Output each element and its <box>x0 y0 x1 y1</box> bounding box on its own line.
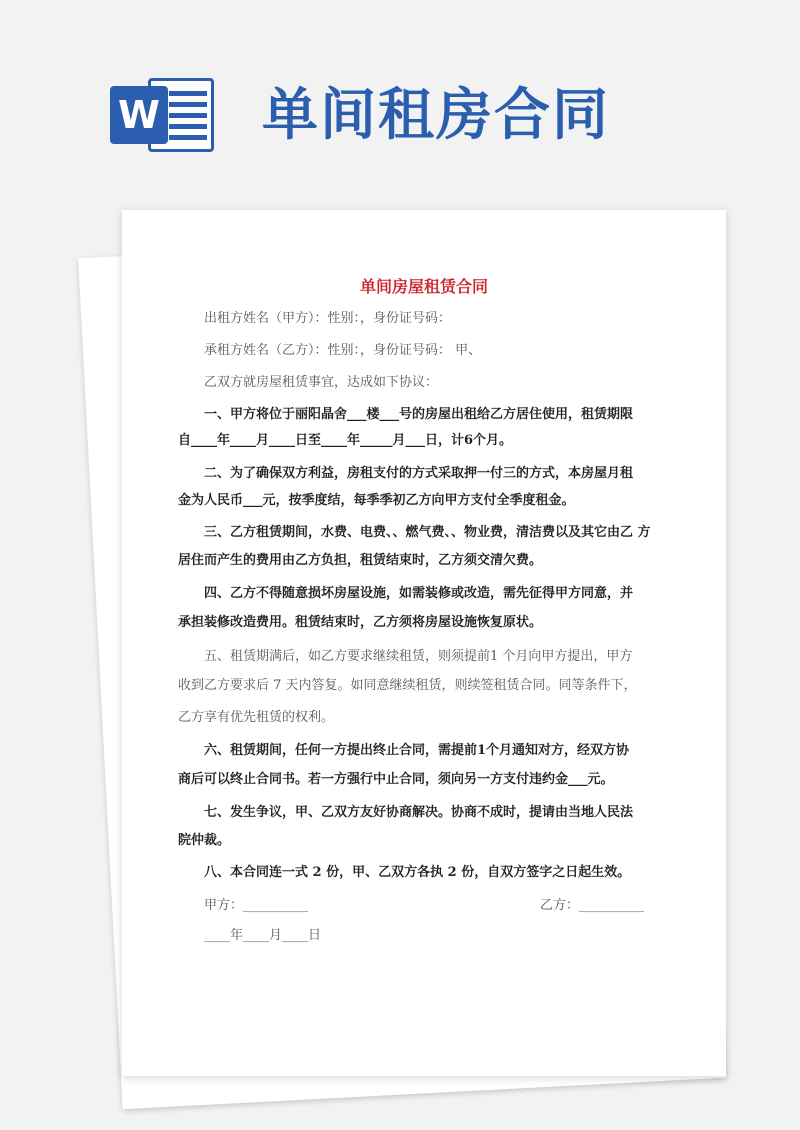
contract-line: 乙方享有优先租赁的权利。 <box>178 710 335 725</box>
contract-line: 八、本合同连一式 2 份，甲、乙双方各执 2 份，自双方签字之日起生效。 <box>204 865 631 880</box>
contract-line: 自____年____月____日至____年_____月___日，计6个月。 <box>178 433 513 448</box>
document-title: 单间房屋租赁合同 <box>359 277 488 296</box>
contract-line: 收到乙方要求后 7 天内答复。如同意继续租赁，则续签租赁合同。同等条件下， <box>178 678 637 693</box>
word-document-icon <box>110 78 214 152</box>
contract-line: 五、租赁期满后，如乙方要求继续租赁，则须提前1 个月向甲方提出，甲方 <box>204 649 633 664</box>
contract-line: 金为人民币___元，按季度结，每季季初乙方向甲方支付全季度租金。 <box>178 493 575 508</box>
page-title: 单间租房合同 <box>262 83 610 148</box>
party-b-signature: 乙方：__________ <box>540 898 645 913</box>
contract-line: 居住而产生的费用由乙方负担，租赁结束时，乙方须交清欠费。 <box>178 553 543 568</box>
contract-line: 二、为了确保双方利益，房租支付的方式采取押一付三的方式，本房屋月租 <box>204 466 634 481</box>
party-a-signature: 甲方：__________ <box>204 898 309 913</box>
contract-line: 四、乙方不得随意损坏房屋设施，如需装修或改造，需先征得甲方同意，并 <box>204 586 634 601</box>
document-page <box>122 210 726 1076</box>
contract-line: 院仲裁。 <box>178 833 231 848</box>
contract-line: 六、租赁期间，任何一方提出终止合同，需提前1个月通知对方，经双方协 <box>204 743 630 758</box>
contract-line: 七、发生争议，甲、乙双方友好协商解决。协商不成时，提请由当地人民法 <box>204 805 634 820</box>
contract-line: 承担装修改造费用。租赁结束时，乙方须将房屋设施恢复原状。 <box>178 615 543 630</box>
contract-line: 出租方姓名（甲方）：性别：，身份证号码： <box>204 311 452 326</box>
word-icon-letter: W <box>110 86 168 144</box>
contract-line: 承租方姓名（乙方）：性别：，身份证号码： 甲、 <box>204 343 482 358</box>
signature-date: ____年____月____日 <box>204 928 322 943</box>
contract-line: 商后可以终止合同书。若一方强行中止合同，须向另一方支付违约金___元。 <box>178 772 614 787</box>
contract-line: 乙双方就房屋租赁事宜，达成如下协议： <box>204 375 439 390</box>
page-header <box>0 0 800 200</box>
contract-line: 一、甲方将位于丽阳晶舍___楼___号的房屋出租给乙方居住使用，租赁期限 <box>204 407 634 422</box>
contract-line: 三、乙方租赁期间，水费、电费、、燃气费、、物业费，清洁费以及其它由乙 方 <box>204 525 651 540</box>
